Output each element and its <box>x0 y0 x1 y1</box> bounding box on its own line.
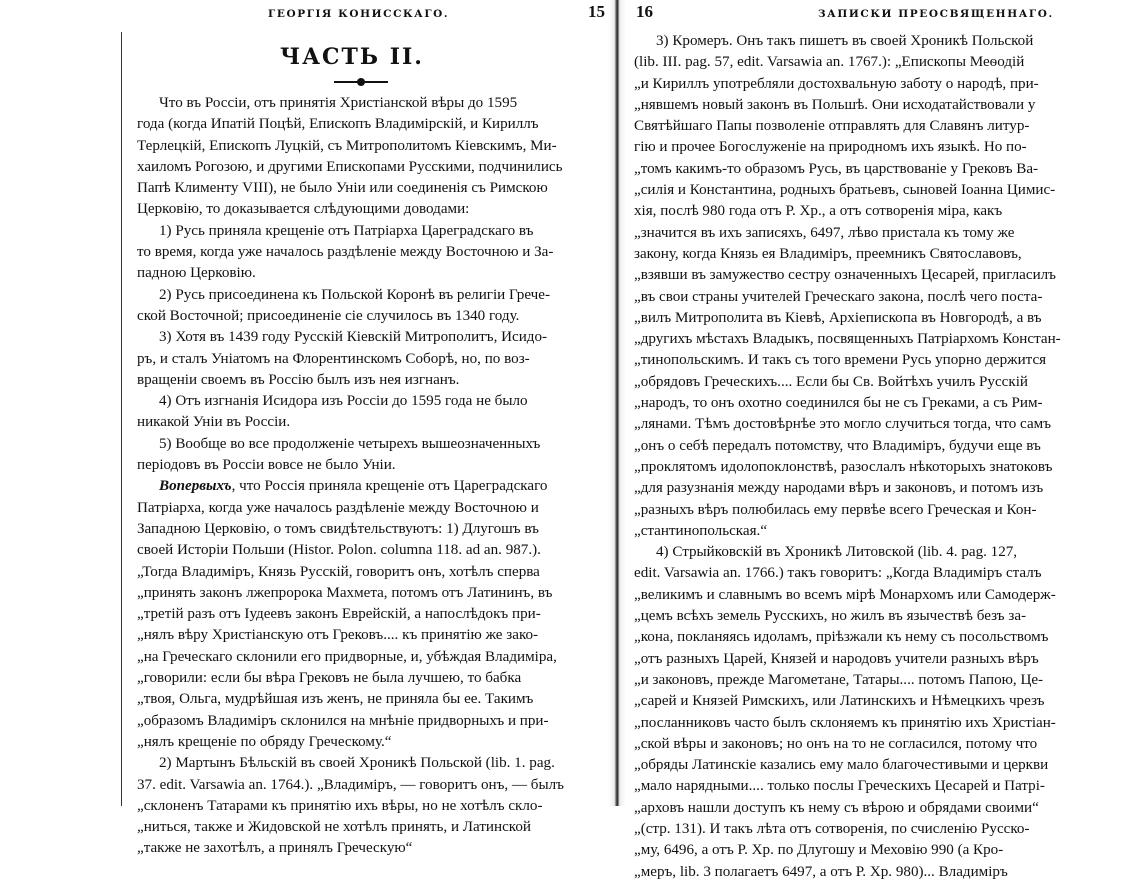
text-line: хаиломъ Рогозою, и другими Епископами Русскими, подчинились <box>137 158 563 175</box>
text-line: „арховъ нашли доступъ къ нему съ вѣрою и обрядами своими“ <box>634 799 1039 816</box>
text-line: „взявши въ замужество сестру означенныхъ Цесарей, пригласилъ <box>634 267 1056 284</box>
text-line: „сарей и Князей Римскихъ, или Латинскихъ и Нѣмецкихъ чрезъ <box>634 693 1045 710</box>
text-line: 5) Вообще во все продолженіе четырехъ вышеозначенныхъ <box>159 435 541 452</box>
text-line: „нявшемъ новый законъ въ Польшѣ. Они исходатайствовали у <box>634 96 1036 113</box>
text-line: „кона, покланяясь идоламъ, пріѣзжали къ нему съ посольствомъ <box>634 629 1049 646</box>
text-line: „ниться, также и Жидовской не хотѣлъ принять, и Латинской <box>137 819 531 836</box>
text-line: „мало нарядными.... только послы Греческихъ Цесарей и Патрі- <box>634 778 1045 795</box>
text-line: „проклятомъ идолопоклонствѣ, разослалъ нѣкоторыхъ знатоковъ <box>634 458 1053 475</box>
text-line: (lib. III. pag. 57, edit. Varsawia an. 1767.): „Епископы Меѳодій <box>634 54 1025 71</box>
text-line: „также не захотѣлъ, а принялъ Греческую“ <box>137 840 413 857</box>
text-line: Папѣ Клименту VIII), не было Уніи или соединенія съ Римскою <box>137 180 548 197</box>
title-ornament <box>334 78 388 86</box>
text-line: закону, когда Князь ея Владиміръ, преемникъ Святославовъ, <box>634 245 1022 262</box>
text-line: „(стр. 131). И такъ лѣта отъ сотворенія, по счисленію Русско- <box>634 820 1030 837</box>
text-line: „му, 6496, а отъ Р. Хр. по Длугошу и Меховію 990 (а Кро- <box>634 842 1004 859</box>
text-line: „онъ о себѣ передалъ потомству, что Владиміръ, будучи еще въ <box>634 437 1041 454</box>
text-line: „ской вѣры и законовъ; но онъ на то не согласился, потому что <box>634 735 1038 752</box>
text-line: „и Кириллъ употребляли достохвальную заботу о народѣ, при- <box>634 75 1039 92</box>
text-line: „для разузнанія между народами вѣръ и законовъ, и потомъ изъ <box>634 480 1044 497</box>
text-line: „обряды Латинскіе казались ему мало благочестивыми и церкви <box>634 757 1049 774</box>
text-line: „силія и Константина, родныхъ братьевъ, сыновей Іоанна Цимис- <box>634 182 1056 199</box>
text-line: Церковію, то доказывается слѣдующими доводами: <box>137 201 470 218</box>
text-line: „вилъ Митрополита въ Кіевѣ, Архіепископа въ Новгородѣ, а въ <box>634 309 1042 326</box>
text-line: „тинопольскимъ. И такъ съ того времени Русь упорно держится <box>634 352 1047 369</box>
text-line: „нялъ вѣру Христіанскую отъ Грековъ.... къ принятію же зако- <box>137 627 539 644</box>
text-line: года (когда Ипатій Поцѣй, Епископъ Владимірскій, и Кириллъ <box>137 116 539 133</box>
text-line: „образомъ Владиміръ склонился на мнѣніе придворныхъ и при- <box>137 712 549 729</box>
text-line: Святѣйшаго Папы позволеніе отправлять для Славянъ литур- <box>634 118 1030 135</box>
text-line: „склоненъ Татарами къ принятію ихъ вѣры, но не хотѣлъ скло- <box>137 797 543 814</box>
text-line: 4) Стрыйковскій въ Хроникѣ Литовской (lib. 4. pag. 127, <box>656 544 1018 561</box>
text-line: „стантинопольская.“ <box>634 522 768 539</box>
text-line: „говорили: если бы вѣра Грековъ не была лучшею, то бабка <box>137 670 522 687</box>
right-page-number: 16 <box>636 2 653 21</box>
text-line: „твоя, Ольга, мудрѣйшая изъ женъ, не приняла бы ее. Такимъ <box>137 691 534 708</box>
text-line: падною Церковію. <box>137 265 256 282</box>
text-line: „нялъ крещеніе по обряду Греческому.“ <box>137 733 392 750</box>
text-line: Патріарха, когда уже началось раздѣленіе между Восточною и <box>137 499 539 516</box>
text-line: „принять законъ лжепророка Махмета, потомъ отъ Латининъ, въ <box>137 584 553 601</box>
text-line: Западною Церковію, о томъ свидѣтельствуютъ: 1) Длугошъ въ <box>137 520 539 537</box>
text-line: edit. Varsawia an. 1766.) такъ говоритъ: „Когда Владиміръ сталъ <box>634 565 1042 582</box>
text-line: „на Греческаго склонили его придворные, и, убѣждая Владиміра, <box>137 648 557 665</box>
text-line: то время, когда уже началось раздѣленіе между Восточною и За- <box>137 244 554 261</box>
text-line: „въ свои страны учителей Греческаго закона, послѣ чего поста- <box>634 288 1043 305</box>
text-line: „томъ какимъ-то образомъ Русь, въ царствованіе у Грековъ Ва- <box>634 160 1039 177</box>
text-line: 2) Русь присоединена къ Польской Коронѣ въ религіи Грече- <box>159 286 550 303</box>
text-line: ской Восточной; присоединеніе сіе случилось въ 1340 году. <box>137 307 520 324</box>
text-line: „и законовъ, прежде Магометане, Татары.... потомъ Папою, Це- <box>634 671 1044 688</box>
left-body-text <box>137 93 606 860</box>
right-running-title: ЗАПИСКИ ПРЕОСВЯЩЕННАГО. <box>818 8 1054 20</box>
text-line: „Тогда Владиміръ, Князь Русскій, говоритъ онъ, хотѣлъ сперва <box>137 563 540 580</box>
text-line: 4) Отъ изгнанія Исидора изъ Россіи до 1595 года не было <box>159 393 528 410</box>
right-page <box>626 0 1140 880</box>
text-line: 3) Кромеръ. Онъ такъ пишетъ въ своей Хроникѣ Польской <box>656 33 1034 49</box>
text-line: ръ, и сталъ Уніатомъ на Флорентинскомъ Соборѣ, но, по воз- <box>137 350 530 367</box>
text-line: „посланниковъ часто былъ склоняемъ къ принятію ихъ Христіан- <box>634 714 1056 731</box>
text-line: 37. edit. Varsawia an. 1764.). „Владиміръ, — говоритъ онъ, — былъ <box>137 776 564 793</box>
text-line: „другихъ мѣстахъ Владыкъ, посвященныхъ Патріархомъ Констан- <box>634 331 1061 348</box>
text-line: 3) Хотя въ 1439 году Русскій Кіевскій Митрополитъ, Исидо- <box>159 329 548 346</box>
text-line: „разныхъ вѣръ полюбилась ему первѣе всего Греческая и Кон- <box>634 501 1037 518</box>
left-page-number: 15 <box>588 2 605 21</box>
chapter-title: ЧАСТЬ II. <box>280 44 424 70</box>
text-line: хія, послѣ 980 года отъ Р. Хр., а отъ сотворенія міра, какъ <box>634 203 1003 220</box>
left-running-title: ГЕОРГІЯ КОНИССКАГО. <box>268 8 450 20</box>
left-margin-rule <box>121 32 122 806</box>
text-line: 2) Мартынъ Бѣльскій въ своей Хроникѣ Польской (lib. 1. pag. <box>159 755 555 772</box>
text-line: Терлецкій, Епископъ Луцкій, съ Митрополитомъ Кіевскимъ, Ми- <box>137 137 557 154</box>
text-line: своей Исторіи Польши (Histor. Polon. columna 118. ad an. 987.). <box>137 542 541 559</box>
text-line: „третій разъ отъ Іудеевъ законъ Еврейскій, а напослѣдокъ при- <box>137 606 541 623</box>
text-line: никакой Уніи въ Россіи. <box>137 414 291 431</box>
book-gutter <box>608 0 626 806</box>
text-line: Что въ Россіи, отъ принятія Христіанской вѣры до 1595 <box>159 95 518 111</box>
text-line: „меръ, lib. 3 полагаетъ 6497, а отъ Р. Хр. 980)... Владиміръ <box>634 863 1008 880</box>
text-line: гію и прочее Богослуженіе на природномъ ихъ языкѣ. Но по- <box>634 139 1027 156</box>
text-line: 1) Русь приняла крещеніе отъ Патріарха Цареградскаго въ <box>159 222 534 239</box>
text-line: „народъ, то онъ охотно соединился бы не съ Греками, а съ Рим- <box>634 395 1043 412</box>
text-line: періодовъ въ Россіи вовсе не было Уніи. <box>137 457 396 474</box>
text-line: „лянами. Тѣмъ достовѣрнѣе это могло случиться тогда, что самъ <box>634 416 1052 433</box>
text-line: „отъ разныхъ Царей, Князей и народовъ учители разныхъ вѣръ <box>634 650 1039 667</box>
text-line: вращеніи своемъ въ Россію былъ изъ нея изгнанъ. <box>137 371 460 388</box>
text-line: „великимъ и славнымъ во всемъ мірѣ Монархомъ или Самодерж- <box>634 586 1056 603</box>
right-body-text <box>634 31 1132 883</box>
text-line: Вопервыхъ, что Россія приняла крещеніе отъ Цареградскаго <box>159 478 548 495</box>
text-line: „цемъ всѣхъ земель Русскихъ, но жилъ въ язычествѣ безъ за- <box>634 608 1027 625</box>
text-line: „значится въ ихъ записяхъ, 6497, лѣво пристала къ тому же <box>634 224 1015 241</box>
text-line: „обрядовъ Греческихъ.... Если бы Св. Войтѣхъ училъ Русскій <box>634 373 1028 390</box>
